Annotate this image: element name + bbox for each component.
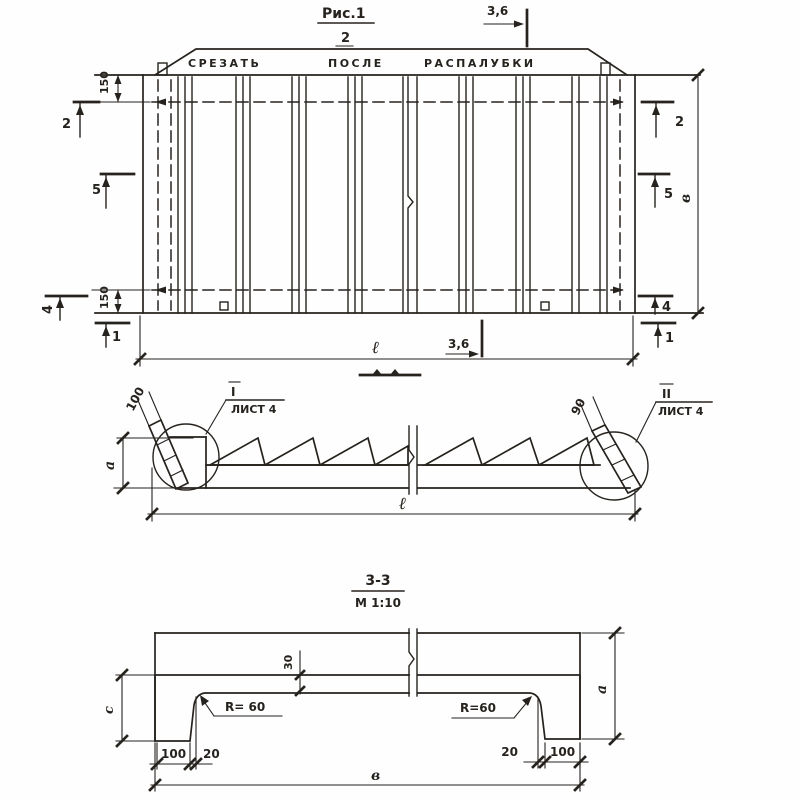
figure-title-block <box>318 6 374 23</box>
section-radius-right <box>452 696 532 718</box>
rib-group <box>459 77 473 313</box>
section-break <box>409 628 417 696</box>
elevation-dim-length <box>147 468 640 521</box>
marker-label: 2 <box>62 117 72 132</box>
marker-label: 4 <box>662 300 672 315</box>
plan-hidden-lines <box>152 80 627 310</box>
section-width-label: в <box>371 768 381 784</box>
plan-marker-left-2 <box>62 102 99 137</box>
cut-bottom-label: 3,6 <box>448 337 470 351</box>
dim-100-right-label: 100 <box>550 745 576 759</box>
plan-cut-mark-bottom <box>446 321 482 358</box>
section-title-block <box>352 573 404 610</box>
rib-group <box>236 77 250 313</box>
banner-word-1: СРЕЗАТЬ <box>188 57 262 70</box>
rib-group <box>348 77 362 313</box>
dim-30-label: 30 <box>282 654 295 670</box>
section-height-label: a <box>594 684 610 694</box>
cut-bottom-arrow <box>469 351 479 358</box>
plan-outline <box>95 75 703 313</box>
marker-label: 5 <box>92 183 102 198</box>
elevation-left-strut <box>149 420 188 489</box>
section-concrete <box>155 675 580 741</box>
section-outline <box>155 633 580 741</box>
plan-cut-mark-top <box>484 4 527 46</box>
plan-marker-right-1 <box>642 323 675 347</box>
section-dim-30 <box>282 651 304 695</box>
detail-flag-1 <box>206 382 284 434</box>
elevation-steps <box>206 438 600 465</box>
detail-2-sheet: ЛИСТ 4 <box>658 405 704 418</box>
marker-label: 1 <box>112 330 122 345</box>
detail-1-id: I <box>231 385 236 399</box>
plan-dim-width <box>678 70 703 318</box>
plan-dim-150-bottom <box>92 286 150 313</box>
banner-word-2: ПОСЛЕ <box>328 57 384 70</box>
banner-tab-right <box>601 63 610 75</box>
plan-width-label: в <box>678 193 694 203</box>
rib-group <box>178 77 192 313</box>
plan-ribs <box>178 77 607 313</box>
detail-circle-2 <box>580 432 648 500</box>
cut-top-label: 3,6 <box>487 4 509 18</box>
plan-callout-number: 2 <box>341 31 351 46</box>
plan-view <box>41 4 703 366</box>
plan-marker-left-5 <box>92 174 134 208</box>
marker-label: 4 <box>41 304 56 314</box>
elevation-break <box>409 424 417 494</box>
strip-to-cut-banner <box>155 49 627 75</box>
marker-label: 2 <box>675 115 685 130</box>
rib-group <box>516 77 530 313</box>
dim-20-left-label: 20 <box>203 747 220 761</box>
detail-1-sheet: ЛИСТ 4 <box>231 403 277 416</box>
dim-150-bottom-label: 150 <box>98 286 111 309</box>
cut-top-arrow <box>514 21 524 28</box>
fixture-square-right <box>541 302 549 310</box>
rib-group <box>572 77 579 313</box>
dim-90-label: 90 <box>568 396 589 418</box>
fixture-square-left <box>220 302 228 310</box>
plan-marker-right-5 <box>639 174 673 207</box>
elevation-view <box>102 382 712 521</box>
marker-label: 1 <box>665 331 675 346</box>
figure-title: Рис.1 <box>322 6 366 22</box>
elevation-length-label: ℓ <box>399 494 407 514</box>
scan-artifact-mark <box>360 369 420 375</box>
radius-right-label: R=60 <box>460 701 496 715</box>
detail-flag-2 <box>636 384 712 442</box>
dim-150-top-label: 150 <box>98 71 111 94</box>
section-title: 3-3 <box>365 573 391 589</box>
rib-group <box>292 77 306 313</box>
section-dim-height <box>582 628 624 744</box>
elevation-dim-90 <box>568 396 605 431</box>
section-view <box>102 573 624 791</box>
plan-marker-left-1 <box>96 323 129 347</box>
radius-left-label: R= 60 <box>225 700 266 714</box>
elevation-dim-100 <box>123 385 161 426</box>
section-ledge-label: с <box>102 706 117 714</box>
marker-label: 5 <box>664 187 674 202</box>
section-dims-left <box>150 697 220 769</box>
dim-100-left-label: 100 <box>161 747 187 761</box>
elevation-height-label: a <box>102 460 118 470</box>
dim-20-right-label: 20 <box>501 745 518 759</box>
section-dim-ledge <box>102 670 155 746</box>
banner-word-3: РАСПАЛУБКИ <box>424 57 536 70</box>
rib-group <box>600 77 607 313</box>
plan-marker-right-2 <box>642 102 684 137</box>
plan-dim-length <box>135 316 638 366</box>
plan-length-label: ℓ <box>372 338 380 358</box>
detail-2-id: II <box>662 387 671 401</box>
section-scale: М 1:10 <box>355 596 401 610</box>
dim-100-label: 100 <box>123 384 148 414</box>
rib-group-center-joint <box>403 77 417 313</box>
section-radius-left <box>200 695 282 716</box>
plan-marker-left-4 <box>41 296 87 320</box>
